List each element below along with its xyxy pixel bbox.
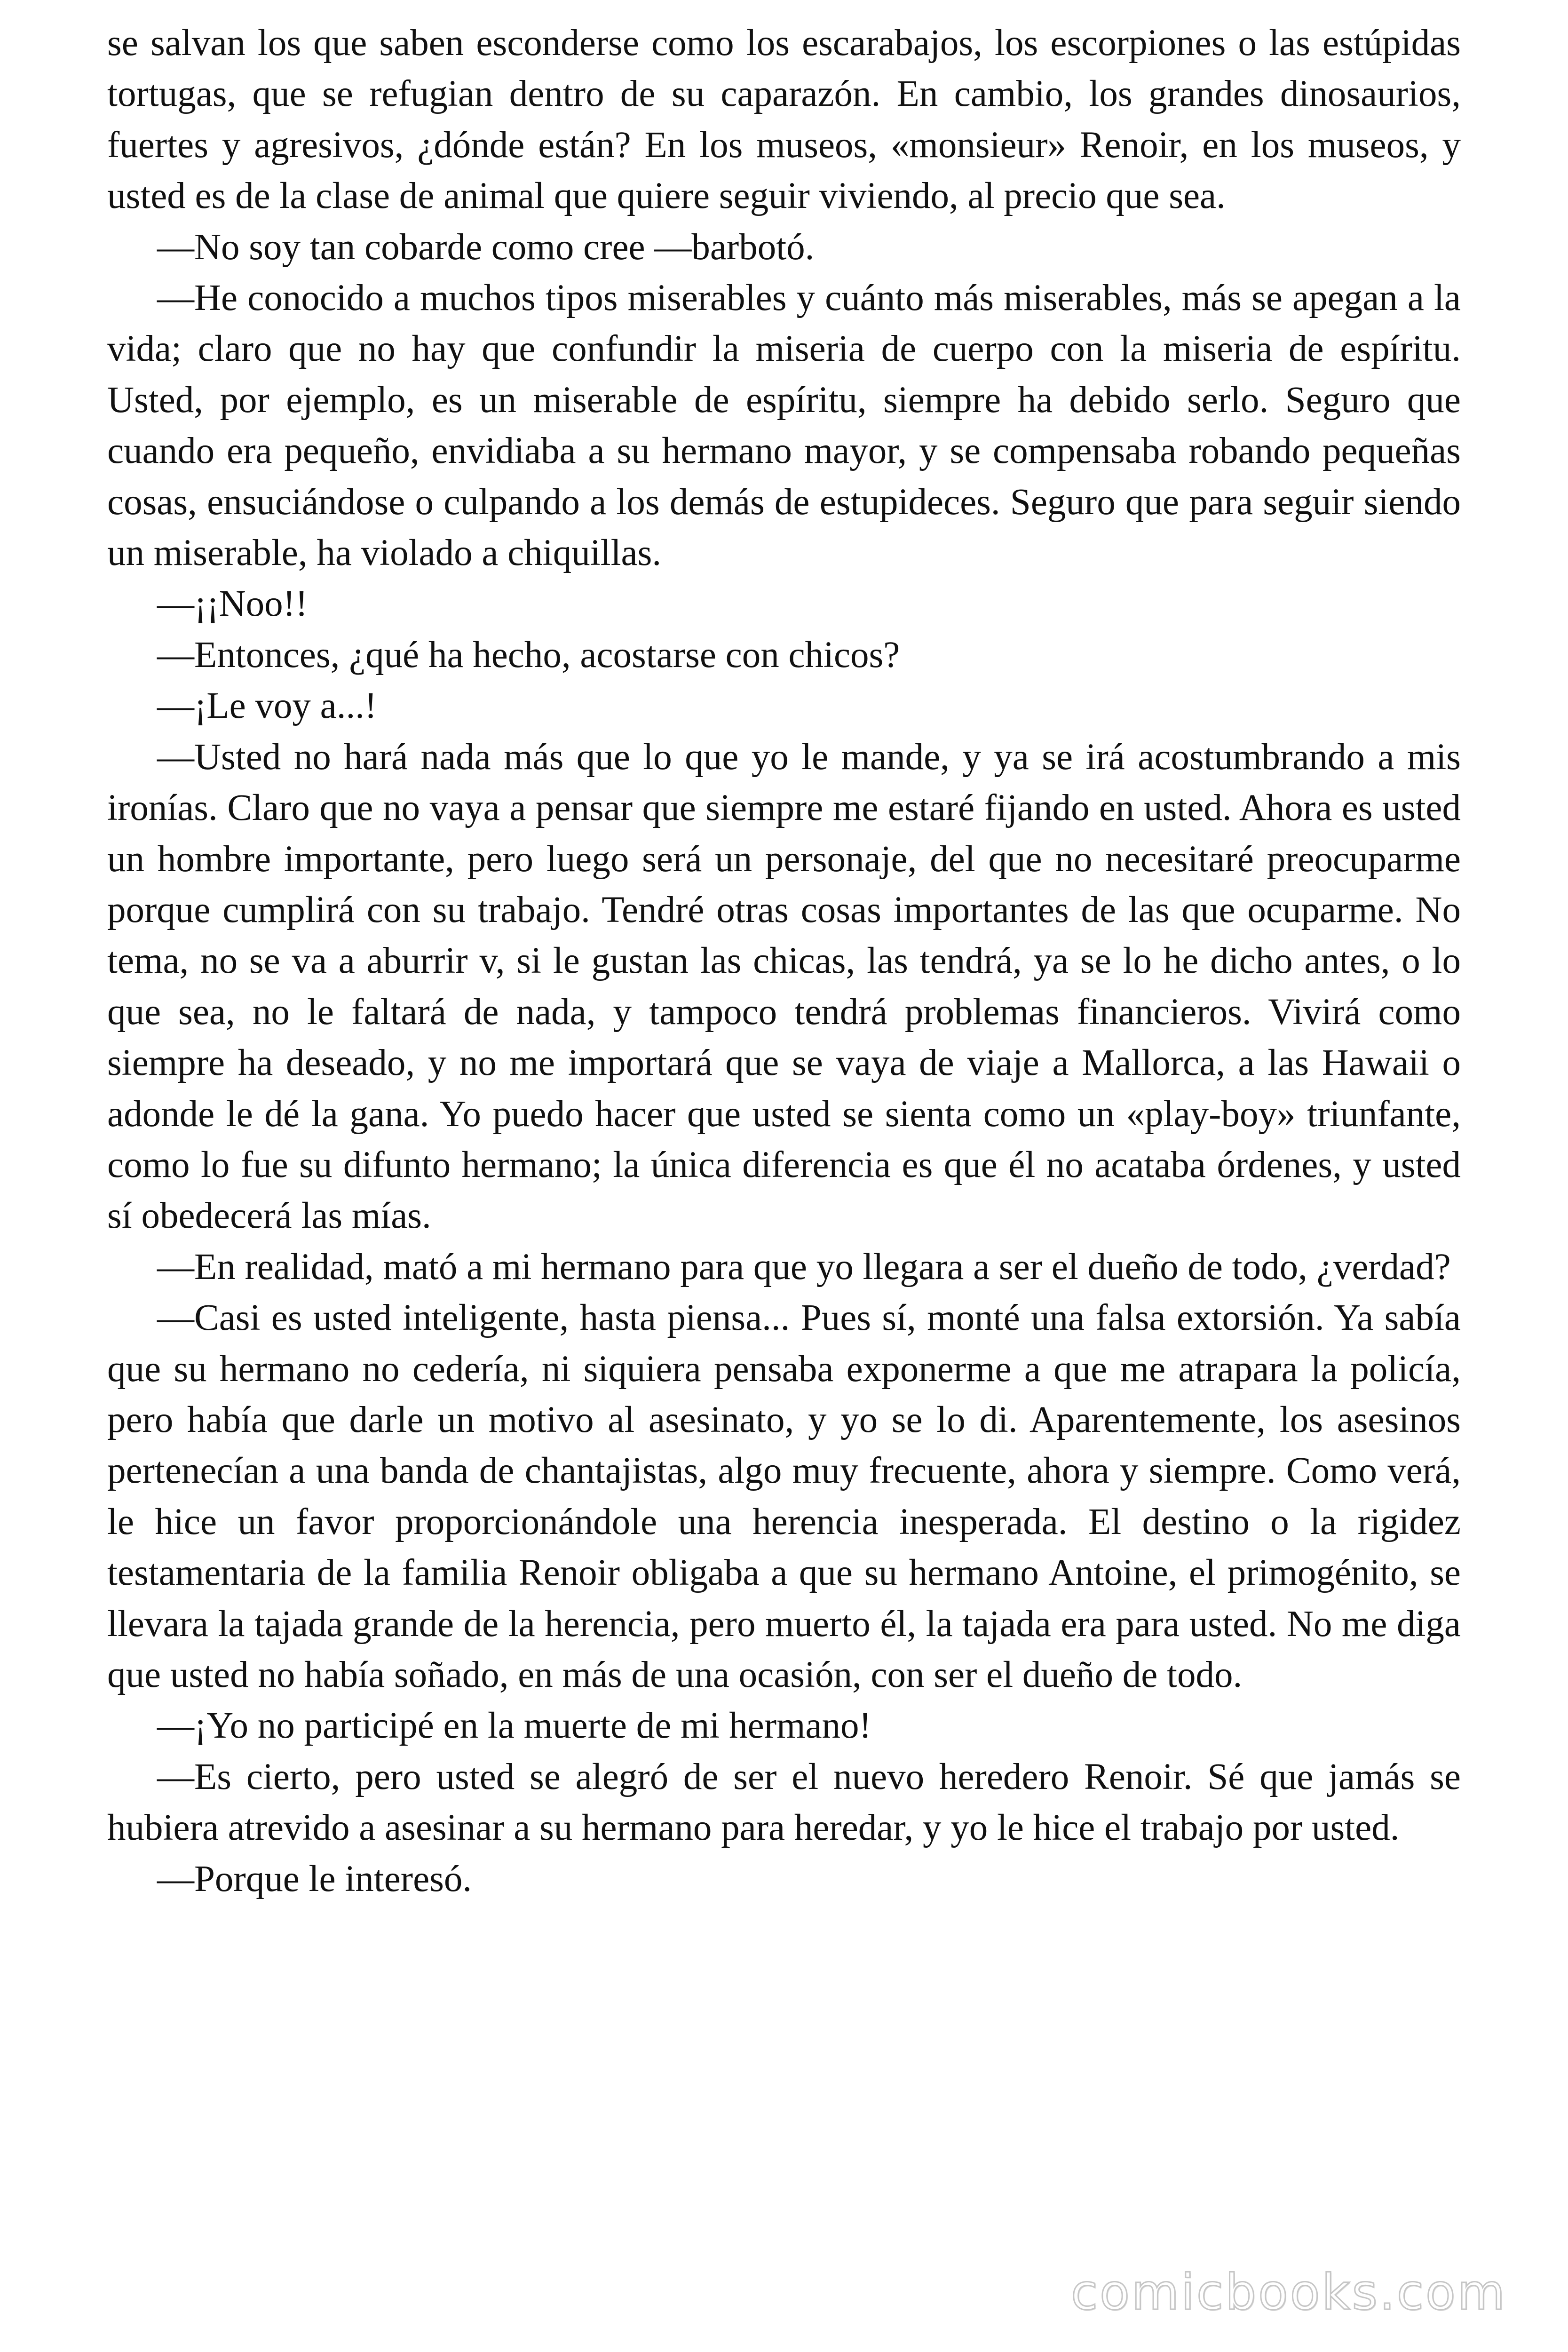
paragraph: —¡Le voy a...! [157,685,377,727]
paragraph: —He conocido a muchos tipos miserables y cuánto más miserables, más se apegan a la vida; claro que no hay que confundir la miseria de cuerpo con la miseria de espíritu. Usted, por ejemplo, es un miserable de espíritu, siempre ha debido serlo. Seguro que cuando era pequeño, envidiaba a su hermano mayor, y se compensaba robando pequeñas cosas, ensuciándose o culpando a los demás de estupideces. Seguro que para seguir siendo un miserable, ha violado a chiquillas. [107,278,1461,574]
paragraph: se salvan los que saben esconderse como los escarabajos, los escorpiones o las estúpidas tortugas, que se refugian dentro de su caparazón. En cambio, los grandes dinosaurios, fuertes y agresivos, ¿dónde están? En los museos, «monsieur» Renoir, en los museos, y usted es de la clase de animal que quiere seguir viviendo, al precio que sea. [107,23,1461,217]
paragraph: —Es cierto, pero usted se alegró de ser el nuevo heredero Renoir. Sé que jamás se hubiera atrevido a asesinar a su hermano para heredar, y yo le hice el trabajo por usted. [107,1756,1461,1849]
paragraph: —En realidad, mató a mi hermano para que yo llegara a ser el dueño de todo, ¿verdad? [157,1246,1451,1287]
paragraph: —Porque le interesó. [157,1858,472,1899]
watermark: comicbooks.com [1070,2264,1507,2321]
paragraph: —Entonces, ¿qué ha hecho, acostarse con chicos? [157,634,900,675]
paragraph: —No soy tan cobarde como cree —barbotó. [157,226,815,268]
paragraph: —¡¡Noo!! [157,583,308,625]
paragraph: —Usted no hará nada más que lo que yo le mande, y ya se irá acostumbrando a mis ironías. Claro que no vaya a pensar que siempre me estaré fijando en usted. Ahora es usted un hombre importante, pero luego será un personaje, del que no necesitaré preocuparme porque cumplirá con su trabajo. Tendré otras cosas importantes de las que ocuparme. No tema, no se va a aburrir v, si le gustan las chicas, las tendrá, ya se lo he dicho antes, o lo que sea, no le faltará de nada, y tampoco tendrá problemas financieros. Vivirá como siempre ha deseado, y no me importará que se vaya de viaje a Mallorca, a las Hawaii o adonde le dé la gana. Yo puedo hacer que usted se sienta como un «play-boy» triunfante, como lo fue su difunto hermano; la única diferencia es que él no acataba órdenes, y usted sí obedecerá las mías. [107,736,1461,1237]
page-text [107,18,1461,2257]
paragraph: —¡Yo no participé en la muerte de mi hermano! [157,1705,871,1747]
paragraph: —Casi es usted inteligente, hasta piensa... Pues sí, monté una falsa extorsión. Ya sabía que su hermano no cedería, ni siquiera pensaba exponerme a que me atrapara la policía, pero había que darle un motivo al asesinato, y yo se lo di. Aparentemente, los asesinos pertenecían a una banda de chantajistas, algo muy frecuente, ahora y siempre. Como verá, le hice un favor proporcionándole una herencia inesperada. El destino o la rigidez testamentaria de la familia Renoir obligaba a que su hermano Antoine, el primogénito, se llevara la tajada grande de la herencia, pero muerto él, la tajada era para usted. No me diga que usted no había soñado, en más de una ocasión, con ser el dueño de todo. [107,1297,1461,1695]
